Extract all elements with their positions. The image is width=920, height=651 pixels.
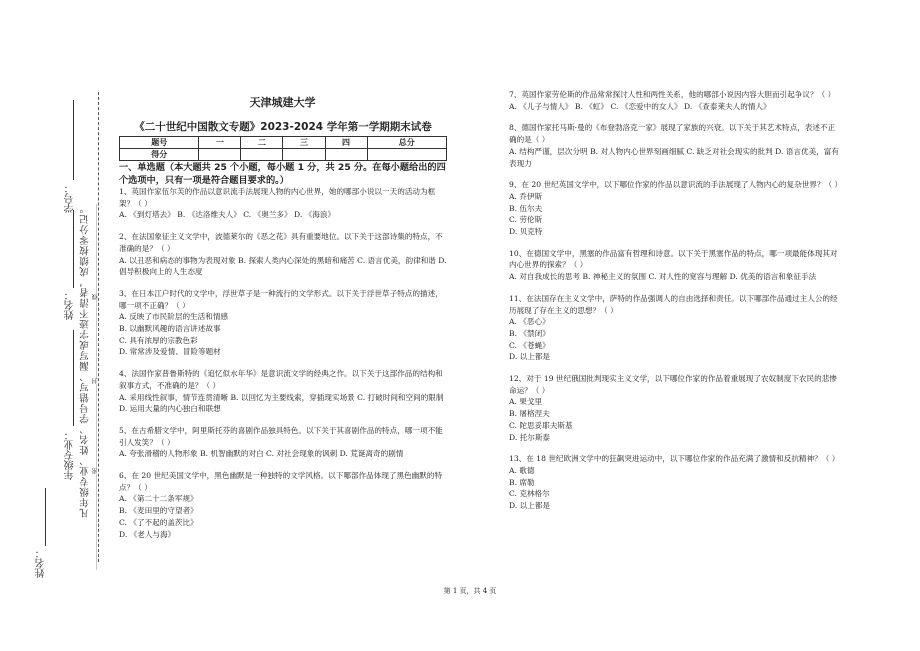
- question-stem: 1、英国作家伍尔芙的作品以意识流手法展现人物的内心世界，她的哪部小说以一天的活动为框架？（ ）: [119, 187, 436, 208]
- label-name: 姓名：: [65, 290, 76, 320]
- answer-option: A. 反映了市民阶层的生活和情感: [119, 312, 229, 322]
- question-stem: 5、在古希腊文学中，阿里斯托芬的喜剧作品独具特色。以下关于其喜剧作品的特点，哪一项不能引人发笑？（ ）: [119, 425, 443, 447]
- score-table-score-row: [120, 149, 447, 161]
- question-stem: 11、在法国存在主义文学中，萨特的作品强调人的自由选择和责任。以下哪部作品通过主人公的经历展现了存在主义的思想？（ ）: [509, 293, 838, 315]
- question: [509, 89, 839, 112]
- question-stem: 2、在法国象征主义文学中，波德莱尔的《恶之花》具有重要地位。以下关于这部诗集的特点，不准确的是？（ ）: [119, 232, 443, 253]
- score-cell: 三: [283, 137, 325, 149]
- question: [509, 373, 839, 443]
- score-cell: 得分: [120, 149, 199, 161]
- score-cell[interactable]: [241, 149, 283, 161]
- school-name: 天津城建大学: [249, 96, 316, 109]
- question: [509, 122, 839, 169]
- answer-option: A. 乔伊斯: [509, 191, 543, 201]
- answer-option: A. 《到灯塔去》 B. 《达洛维夫人》 C. 《奥兰多》 D. 《海浪》: [119, 210, 336, 220]
- score-cell: 二: [241, 137, 283, 149]
- question-stem: 12、对于 19 世纪俄国批判现实主义文学，以下哪位作家的作品着重展现了农奴制度下农民的悲惨命运？（ ）: [509, 374, 837, 395]
- seal-text: …………………………………………密……………………………………封…………………………………线………………………………………: [92, 204, 99, 570]
- question: [119, 425, 449, 460]
- answer-option: A. 果戈里: [509, 397, 543, 407]
- question: [509, 248, 839, 283]
- answer-option: C. 具有浓厚的宗教色彩: [119, 335, 198, 345]
- answer-option: A. 结构严谨，层次分明 B. 对人物内心世界刻画细腻 C. 缺乏对社会现实的批判 D. 语言优美，富有表现力: [509, 146, 839, 168]
- answer-option: B. 屠格涅夫: [509, 409, 550, 419]
- label-student-no: 学号：: [65, 183, 76, 213]
- label-name-bottom: 姓名：: [36, 548, 47, 578]
- answer-option: A. 以丑恶和病态的事物为表现对象 B. 探索人类内心深处的黑暗和痛苦 C. 语言优美，韵律和谐 D. 倡导积极向上的人生态度: [119, 255, 447, 277]
- exam-title: 《二十世纪中国散文专题》2023-2024 学年第一学期期末试卷: [134, 121, 432, 133]
- label-grade-major: 年级专业：: [65, 430, 76, 480]
- answer-option: A. 《第二十二条军规》: [119, 494, 198, 504]
- score-table: [119, 136, 447, 161]
- page-footer: 第 1 页，共 4 页: [443, 587, 497, 595]
- question: [509, 179, 843, 238]
- answer-option: A. 《恶心》: [509, 317, 550, 327]
- binding-warning: 凡年级专业、姓名、学号错写、漏写或字迹不清者，成绩按零分记。: [80, 203, 91, 518]
- answer-option: C. 《苍蝇》: [509, 340, 550, 350]
- answer-option: B. 伍尔夫: [509, 203, 543, 213]
- question: [119, 231, 449, 278]
- question-stem: 3、在日本江户时代的文学中，浮世草子是一种流行的文学形式。以下关于浮世草子特点的描述，哪一项不正确？（ ）: [119, 288, 443, 310]
- answer-option: C. 《了不起的盖茨比》: [119, 517, 198, 527]
- answer-option: C. 陀思妥耶夫斯基: [509, 420, 573, 430]
- answer-option: B. 席勒: [509, 477, 535, 487]
- answer-option: D. 以上都是: [509, 352, 551, 362]
- name-bottom-line: [45, 488, 46, 546]
- question-stem: 13、在 18 世纪欧洲文学中的狂飙突进运动中，以下哪位作家的作品充满了激情和反抗精神？（ ）: [509, 454, 840, 464]
- answer-option: C. 劳伦斯: [509, 215, 543, 225]
- left-column: [119, 186, 449, 550]
- question: [119, 288, 449, 358]
- section-heading: 一、单选题（本大题共 25 个小题，每小题 1 分，共 25 分。在每小题给出的四个选项中，只有一项是符合题目要求的。）: [119, 162, 446, 186]
- answer-option: D. 常常涉及爱情、冒险等题材: [119, 347, 221, 357]
- right-column: [509, 89, 843, 522]
- answer-option: D. 以上都是: [509, 501, 551, 511]
- answer-option: B. 《禁闭》: [509, 328, 550, 338]
- question: [119, 186, 449, 221]
- score-cell: 题号: [120, 137, 199, 149]
- grade-major-line: [73, 330, 74, 426]
- score-table-header-row: [120, 137, 447, 149]
- answer-option: D. 贝克特: [509, 227, 543, 237]
- name-line: [73, 210, 74, 288]
- answer-option: A. 歌德: [509, 465, 535, 475]
- score-cell[interactable]: [199, 149, 241, 161]
- score-cell: 四: [325, 137, 367, 149]
- question-stem: 8、德国作家托马斯·曼的《布登勃洛克一家》展现了家族的兴衰。以下关于其艺术特点，表述不正确的是（ ）: [509, 123, 836, 145]
- question: [509, 293, 839, 363]
- question-stem: 7、英国作家劳伦斯的作品常常探讨人性和两性关系，他的哪部小说因内容大胆而引起争议？（ ）: [509, 90, 836, 99]
- answer-option: B. 以幽默风趣的语言讲述故事: [119, 324, 221, 334]
- score-cell[interactable]: [283, 149, 325, 161]
- answer-option: D. 托尔斯泰: [509, 432, 551, 442]
- answer-option: D. 《老人与海》: [119, 529, 176, 539]
- score-cell: 总分: [367, 137, 446, 149]
- question: [509, 453, 839, 512]
- answer-option: A. 夸张滑稽的人物形象 B. 机智幽默的对白 C. 对社会现象的讽刺 D. 荒诞离奇的剧情: [119, 449, 404, 459]
- answer-option: A. 对自我成长的思考 B. 神秘主义的氛围 C. 对人性的宽容与理解 D. 优美的语言和象征手法: [509, 272, 817, 282]
- question: [119, 470, 449, 540]
- score-cell[interactable]: [367, 149, 446, 161]
- score-cell: 一: [199, 137, 241, 149]
- answer-option: B. 《麦田里的守望者》: [119, 506, 198, 516]
- answer-option: C. 克林格尔: [509, 489, 550, 499]
- question-stem: 10、在德国文学中，黑塞的作品富有哲理和诗意。以下关于黑塞作品的特点，哪一项最能体现其对内心世界的探索？（ ）: [509, 248, 838, 270]
- score-cell[interactable]: [325, 149, 367, 161]
- question-stem: 6、在 20 世纪美国文学中，黑色幽默是一种独特的文学风格。以下哪部作品体现了黑色幽默的特点？（ ）: [119, 471, 443, 492]
- question: [119, 368, 449, 415]
- student-no-line: [73, 100, 74, 180]
- answer-option: A. 采用线性叙事，情节连贯清晰 B. 以回忆为主要线索，穿插现实场景 C. 打破时间和空间的限制 D. 运用大量的内心独白和联想: [119, 392, 444, 414]
- question-stem: 9、在 20 世纪英国文学中，以下哪位作家的作品以意识流的手法展现了人物内心的复杂世界？（ ）: [509, 180, 843, 190]
- question-stem: 4、法国作家普鲁斯特的《追忆似水年华》是意识流文学的经典之作。以下关于这部作品的结构和叙事方式，不准确的是？（ ）: [119, 369, 443, 390]
- answer-option: A. 《儿子与情人》 B. 《虹》 C. 《恋爱中的女人》 D. 《查泰莱夫人的情人》: [509, 101, 771, 111]
